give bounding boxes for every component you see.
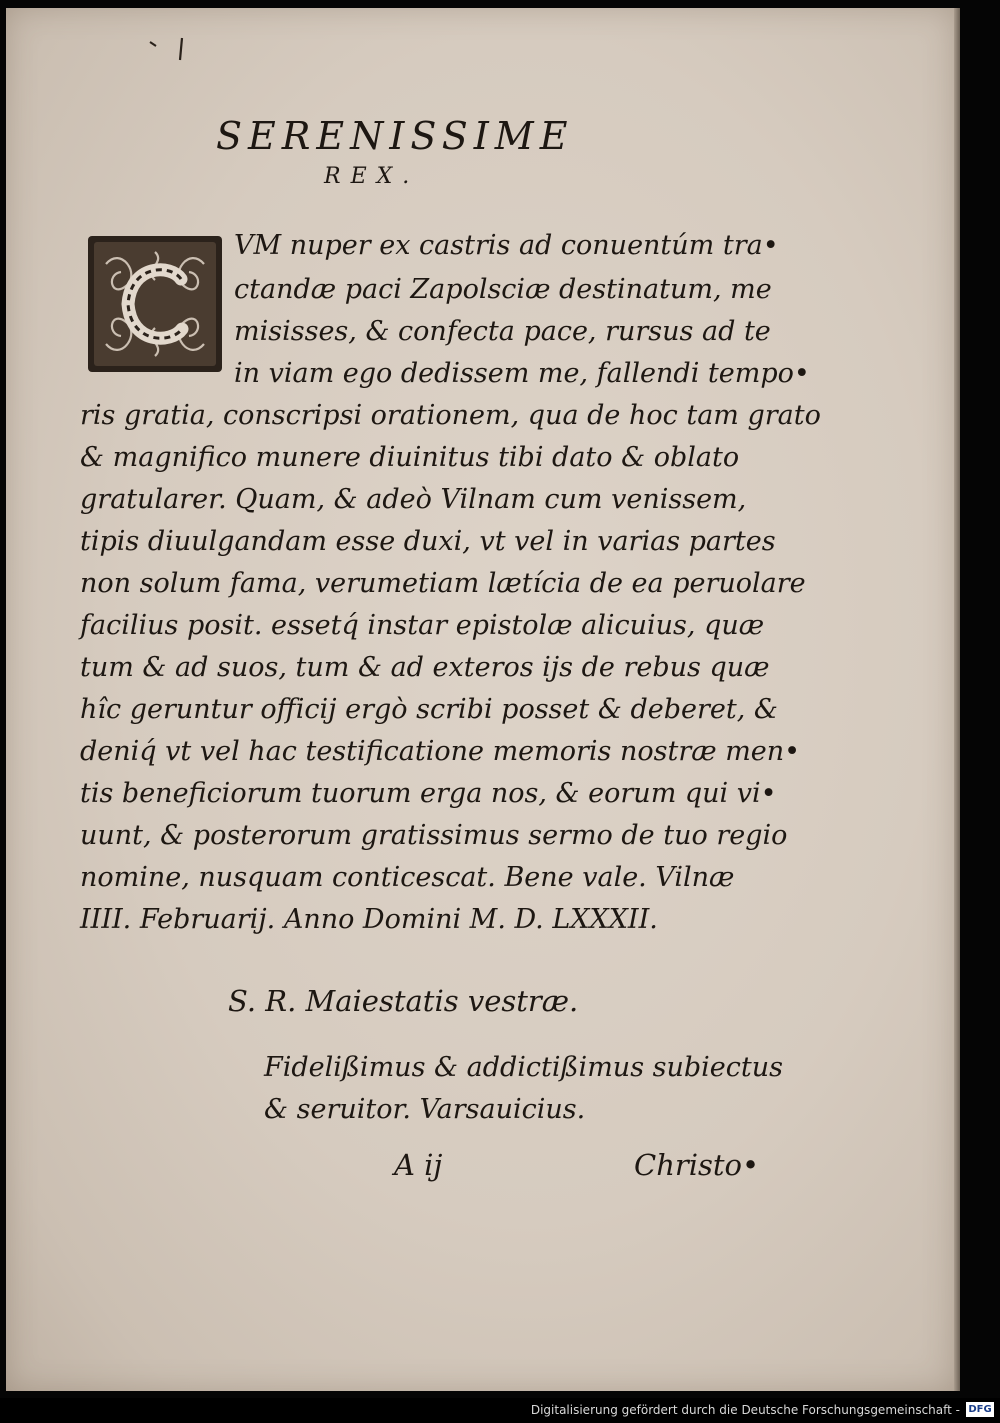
- page-edge: [954, 8, 960, 1391]
- page-subheading: REX.: [324, 164, 420, 189]
- footer-credit: Digitalisierung gefördert durch die Deutsche Forschungsgemeinschaft -: [530, 1403, 960, 1417]
- dfg-logo-icon: DFG: [966, 1402, 994, 1417]
- ornamental-initial-C-icon: [86, 234, 224, 374]
- body-line-2: ctandæ paci Zapolsciæ destinatum, me: [234, 274, 772, 305]
- closing-line-2: & seruitor. Varsauicius.: [264, 1094, 586, 1125]
- body-line-8: tipis diuulgandam esse duxi, vt vel in varias partes: [80, 526, 776, 557]
- body-line-7: gratularer. Quam, & adeò Vilnam cum venissem,: [80, 484, 747, 515]
- book-page: [6, 8, 954, 1391]
- salutation: S. R. Maiestatis vestræ.: [228, 984, 579, 1018]
- body-line-9: non solum fama, verumetiam lætícia de ea peruolare: [80, 568, 806, 599]
- body-line-13: deniq́ vt vel hac testificatione memoris nostræ men•: [80, 736, 801, 767]
- body-line-5: ris gratia, conscripsi orationem, qua de hoc tam grato: [80, 400, 821, 431]
- body-line-15: uunt, & posterorum gratissimus sermo de tuo regio: [80, 820, 788, 851]
- body-line-17: IIII. Februarij. Anno Domini M. D. LXXXII.: [80, 904, 658, 935]
- body-line-4: in viam ego dedissem me, fallendi tempo•: [234, 358, 810, 389]
- body-line-3: misisses, & confecta pace, rursus ad te: [234, 316, 771, 347]
- body-line-1: VM nuper ex castris ad conuentúm tra•: [234, 230, 779, 261]
- footer-bar: [0, 1398, 1000, 1423]
- body-line-12: hîc geruntur officij ergò scribi posset & deberet, &: [80, 694, 778, 725]
- corner-mark-icon: [146, 34, 196, 64]
- closing-line-1: Fidelißimus & addictißimus subiectus: [264, 1052, 783, 1083]
- signature-mark: A ij: [394, 1148, 443, 1182]
- body-line-6: & magnifico munere diuinitus tibi dato & oblato: [80, 442, 740, 473]
- body-line-10: facilius posit. essetq́ instar epistolæ alicuius, quæ: [80, 610, 765, 641]
- body-line-11: tum & ad suos, tum & ad exteros ijs de rebus quæ: [80, 652, 770, 683]
- body-line-14: tis beneficiorum tuorum erga nos, & eorum qui vi•: [80, 778, 777, 809]
- catchword: Christo•: [634, 1148, 760, 1182]
- page-heading: SERENISSIME: [216, 114, 574, 158]
- body-line-16: nomine, nusquam conticescat. Bene vale. Vilnæ: [80, 862, 735, 893]
